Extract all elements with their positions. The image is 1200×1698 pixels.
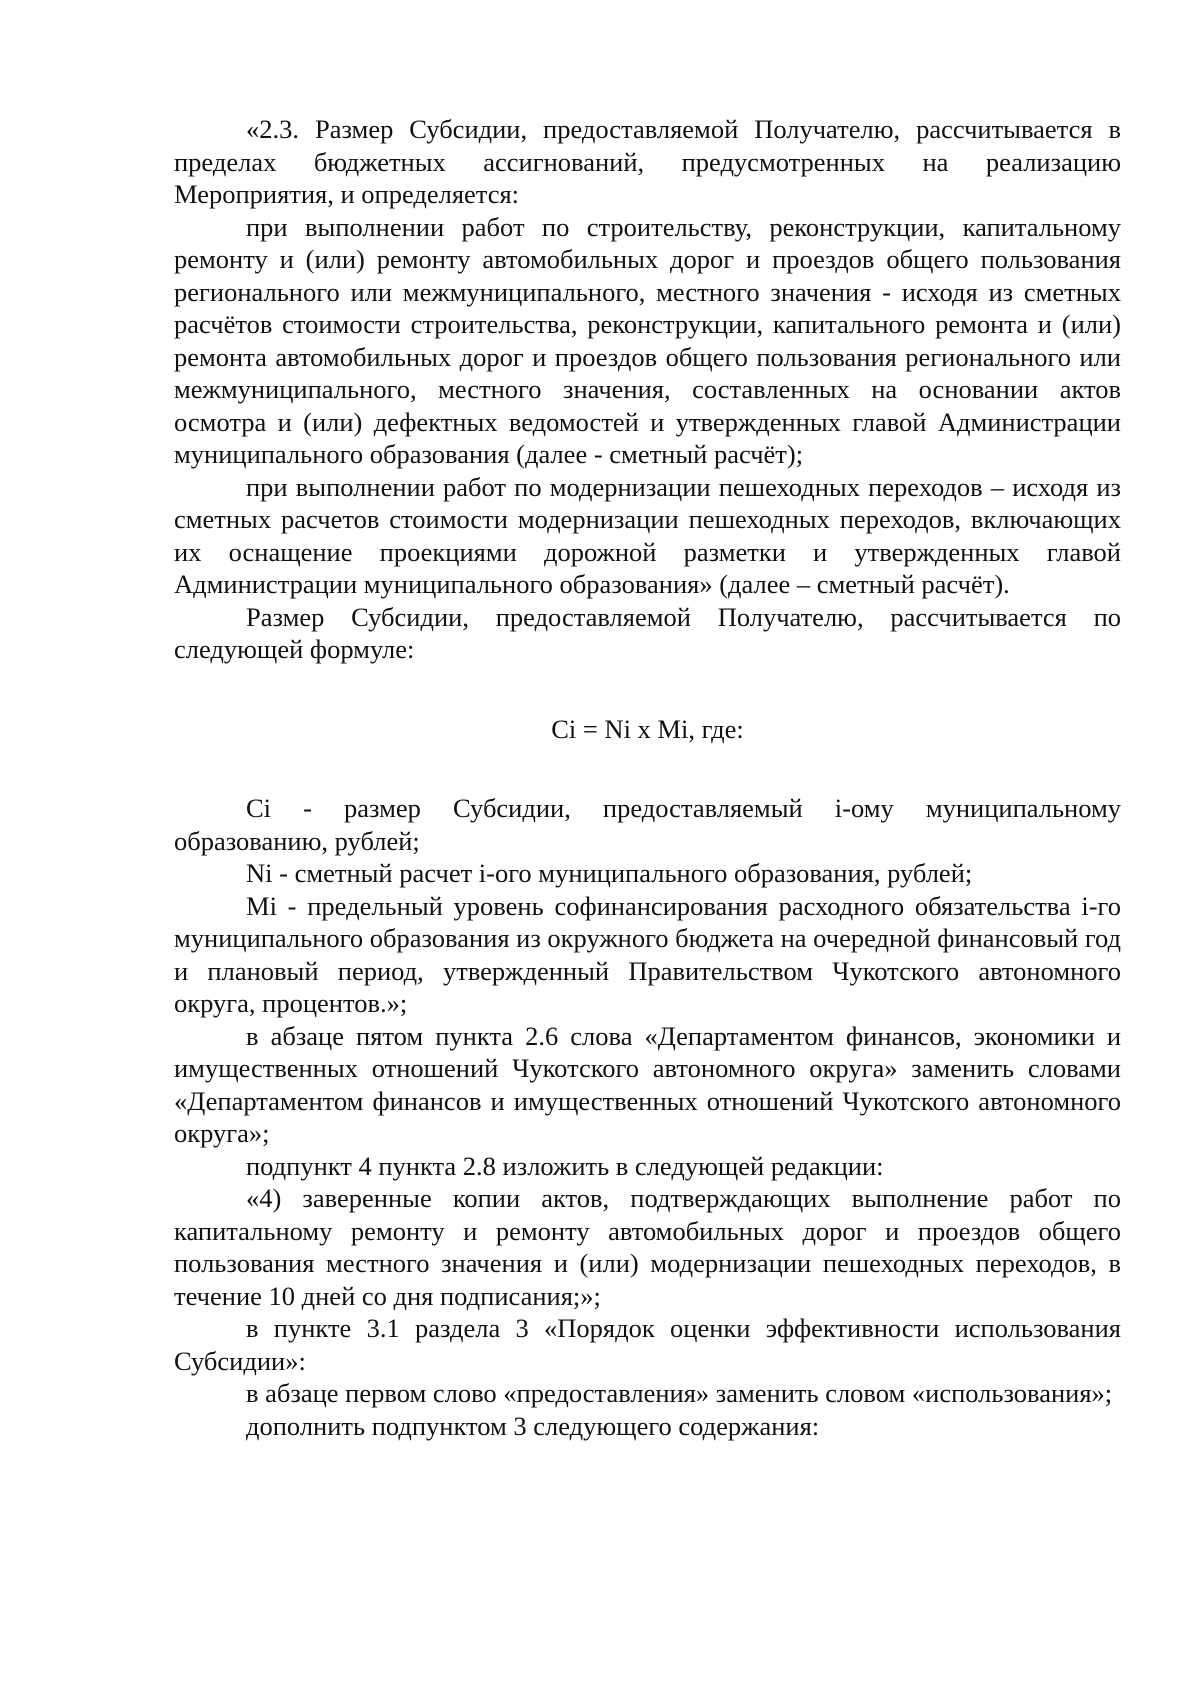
paragraph-2-3-intro: «2.3. Размер Субсидии, предоставляемой Получателю, рассчитывается в пределах бюджетных ассигнований, предусмотренных на реализацию Мероприятия, и определяется: [174,114,1121,209]
paragraph-formula-intro: Размер Субсидии, предоставляемой Получателю, рассчитывается по следующей формуле: [174,601,1121,664]
paragraph-crossing-modernization: при выполнении работ по модернизации пешеходных переходов – исходя из сметных расчетов стоимости модернизации пешеходных переходов, включающих их оснащение проекциями дорожной разметки и утвержденных главой Администрации муниципального образования» (далее – сметный расчёт). [174,471,1121,599]
subsidy-formula: Ci = Ni x Mi, где: [551,713,744,744]
paragraph-add-subpoint-3: дополнить подпунктом 3 следующего содержания: [246,1410,820,1441]
paragraph-amendment-2-8: подпункт 4 пункта 2.8 изложить в следующей редакции: [246,1150,884,1181]
paragraph-ni-definition: Ni - сметный расчет i-ого муниципального образования, рублей; [246,858,973,888]
paragraph-amendment-2-6: в абзаце пятом пункта 2.6 слова «Департаментом финансов, экономики и имущественных отношений Чукотского автономного округа» заменить словами «Департаментом финансов и имущественных отношений Чукотского автономного округа»; [174,1020,1121,1148]
paragraph-subpoint-4: «4) заверенные копии актов, подтверждающих выполнение работ по капитальному ремонту и ремонту автомобильных дорог и проездов общего пользования местного значения и (или) модернизации пешеходных переходов, в течение 10 дней со дня подписания;»; [174,1183,1121,1311]
paragraph-construction-works: при выполнении работ по строительству, реконструкции, капитальному ремонту и (или) ремонту автомобильных дорог и проездов общего пользования регионального или межмуниципального, местного значения - исходя из сметных расчётов стоимости строительства, реконструкции, капитального ремонта и (или) ремонта автомобильных дорог и проездов общего пользования регионального или межмуниципального, местного значения, составленных на основании актов осмотра и (или) дефектных ведомостей и утвержденных главой Администрации муниципального образования (далее - сметный расчёт); [174,211,1121,469]
paragraph-amendment-3-1: в пункте 3.1 раздела 3 «Порядок оценки эффективности использования Субсидии»: [174,1313,1121,1376]
paragraph-mi-definition: Mi - предельный уровень софинансирования расходного обязательства i-го муниципального образования из окружного бюджета на очередной финансовый год и плановый период, утвержденный Правительством Чукотского автономного округа, процентов.»; [174,890,1122,1018]
document-body [174,113,1121,1442]
paragraph-first-abzats: в абзаце первом слово «предоставления» заменить словом «использования»; [246,1378,1113,1408]
paragraph-ci-definition: Ci - размер Субсидии, предоставляемый i-ому муниципальному образованию, рублей; [174,793,1121,856]
